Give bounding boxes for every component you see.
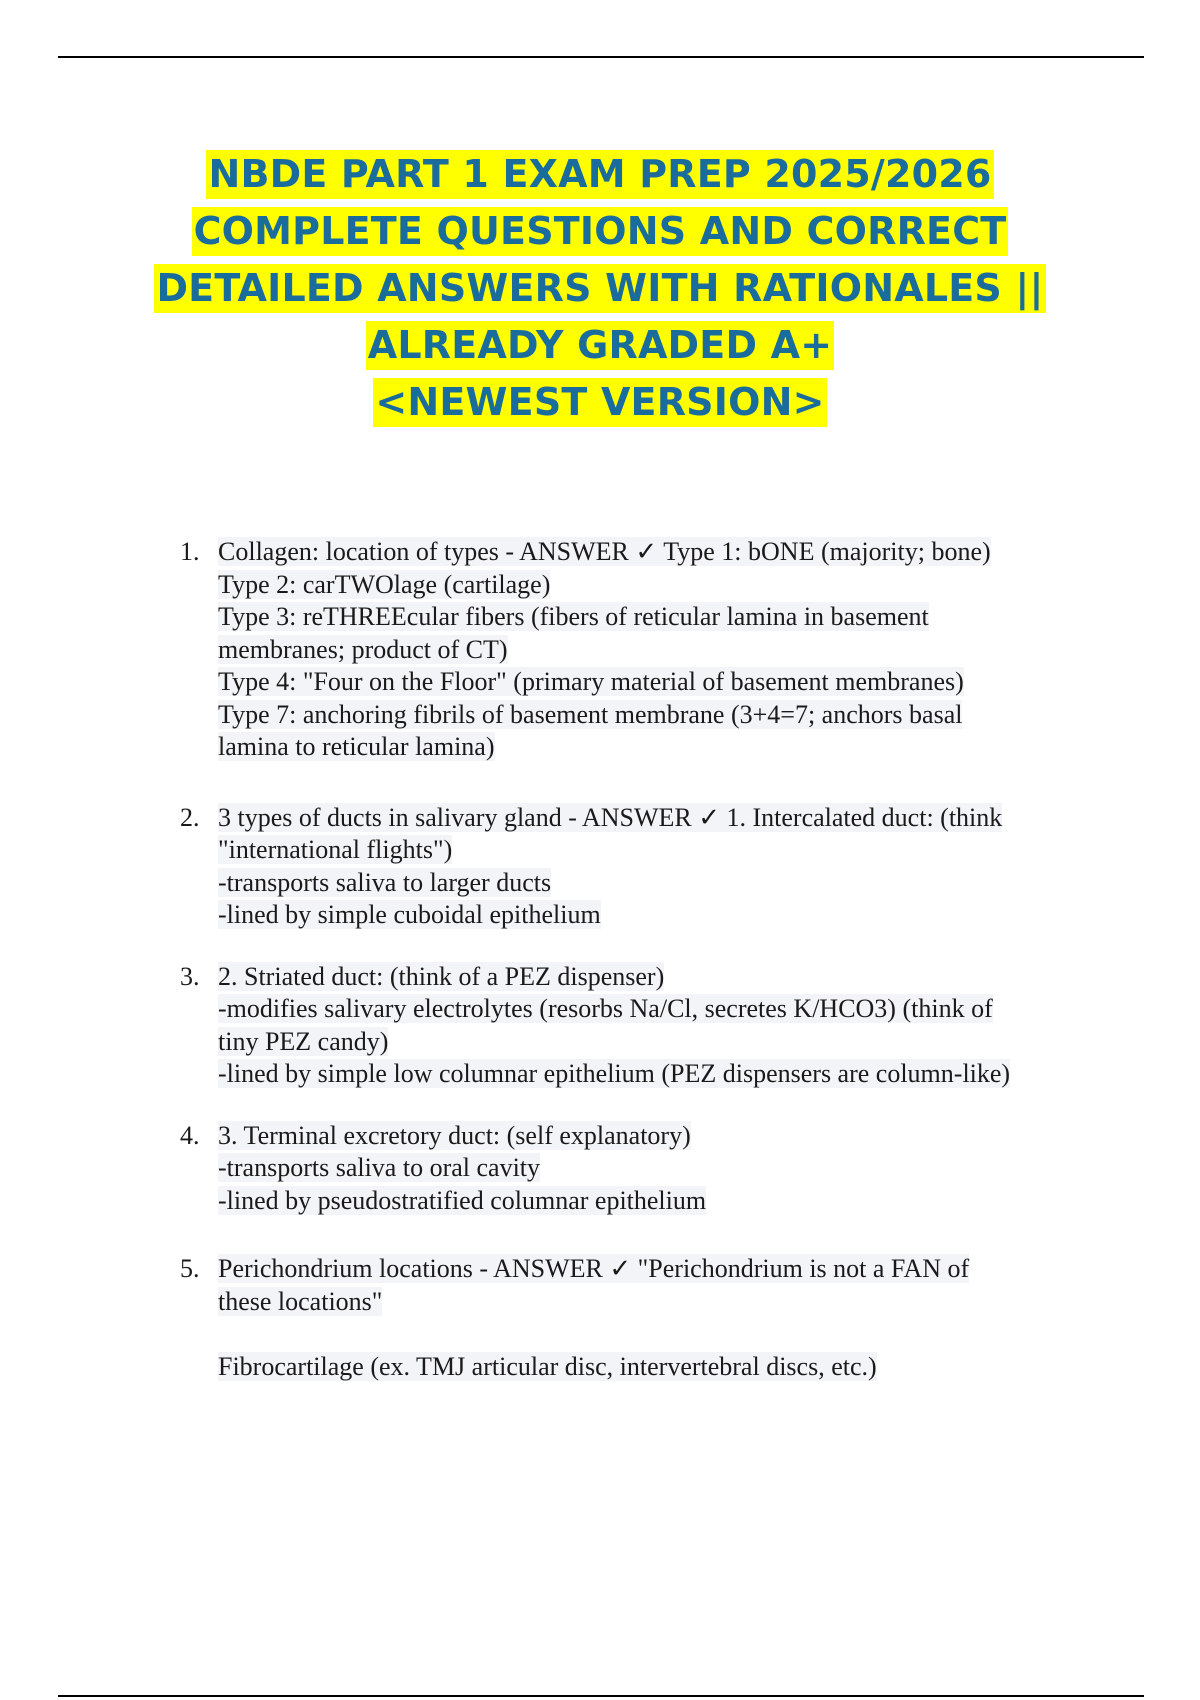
title-line-5: <NEWEST VERSION> [373,378,826,427]
item-line: 2. Striated duct: (think of a PEZ dispenser) [218,961,665,991]
item-line: -lined by pseudostratified columnar epithelium [218,1185,707,1215]
item-line: Type 4: "Four on the Floor" (primary material of basement membranes) [218,667,964,696]
item-line: these locations" [218,1286,383,1316]
bottom-rule [58,1695,1144,1697]
item-extra-line: Fibrocartilage (ex. TMJ articular disc, intervertebral discs, etc.) [218,1351,877,1381]
item-text [218,1253,1118,1383]
list-item [180,536,1118,764]
item-line: -transports saliva to oral cavity [218,1153,541,1182]
blank-line [218,1318,1118,1351]
title-line-2: COMPLETE QUESTIONS AND CORRECT [192,207,1009,256]
item-line: -transports saliva to larger ducts [218,867,552,897]
item-line: Type 3: reTHREEcular fibers (fibers of reticular lamina in basement [218,602,929,631]
item-number: 3. [180,961,200,991]
item-line: "international flights") [218,835,453,864]
item-line: 3. Terminal excretory duct: (self explanatory) [218,1120,691,1150]
item-text [218,536,1118,764]
title-line-4: ALREADY GRADED A+ [366,321,835,370]
item-line: 3 types of ducts in salivary gland - ANSWER ✓ 1. Intercalated duct: (think [218,802,1003,832]
item-line: Collagen: location of types - ANSWER ✓ Type 1: bONE (majority; bone) [218,537,991,566]
list-item [180,961,1118,1091]
item-line: -modifies salivary electrolytes (resorbs Na/Cl, secretes K/HCO3) (think of [218,994,993,1023]
title-line-1: NBDE PART 1 EXAM PREP 2025/2026 [206,150,993,199]
top-rule [58,56,1144,58]
item-line: -lined by simple low columnar epithelium (PEZ dispensers are column-like) [218,1059,1011,1088]
document-title [100,146,1100,431]
item-line: lamina to reticular lamina) [218,732,495,761]
list-item [180,802,1118,932]
item-line: tiny PEZ candy) [218,1026,389,1056]
item-number: 2. [180,802,200,832]
item-number: 5. [180,1254,200,1283]
item-number: 4. [180,1120,200,1150]
item-text [218,802,1118,932]
item-number: 1. [180,537,200,566]
title-line-3: DETAILED ANSWERS WITH RATIONALES || [154,264,1045,313]
list-item [180,1120,1118,1218]
item-text [218,1120,1118,1218]
item-line: Type 2: carTWOlage (cartilage) [218,569,551,599]
item-text [218,961,1118,1091]
item-line: -lined by simple cuboidal epithelium [218,900,601,929]
list-item [180,1253,1118,1383]
item-line: Type 7: anchoring fibrils of basement membrane (3+4=7; anchors basal [218,699,963,729]
question-list [0,536,1200,1383]
item-line: membranes; product of CT) [218,634,508,664]
item-line: Perichondrium locations - ANSWER ✓ "Perichondrium is not a FAN of [218,1254,970,1283]
